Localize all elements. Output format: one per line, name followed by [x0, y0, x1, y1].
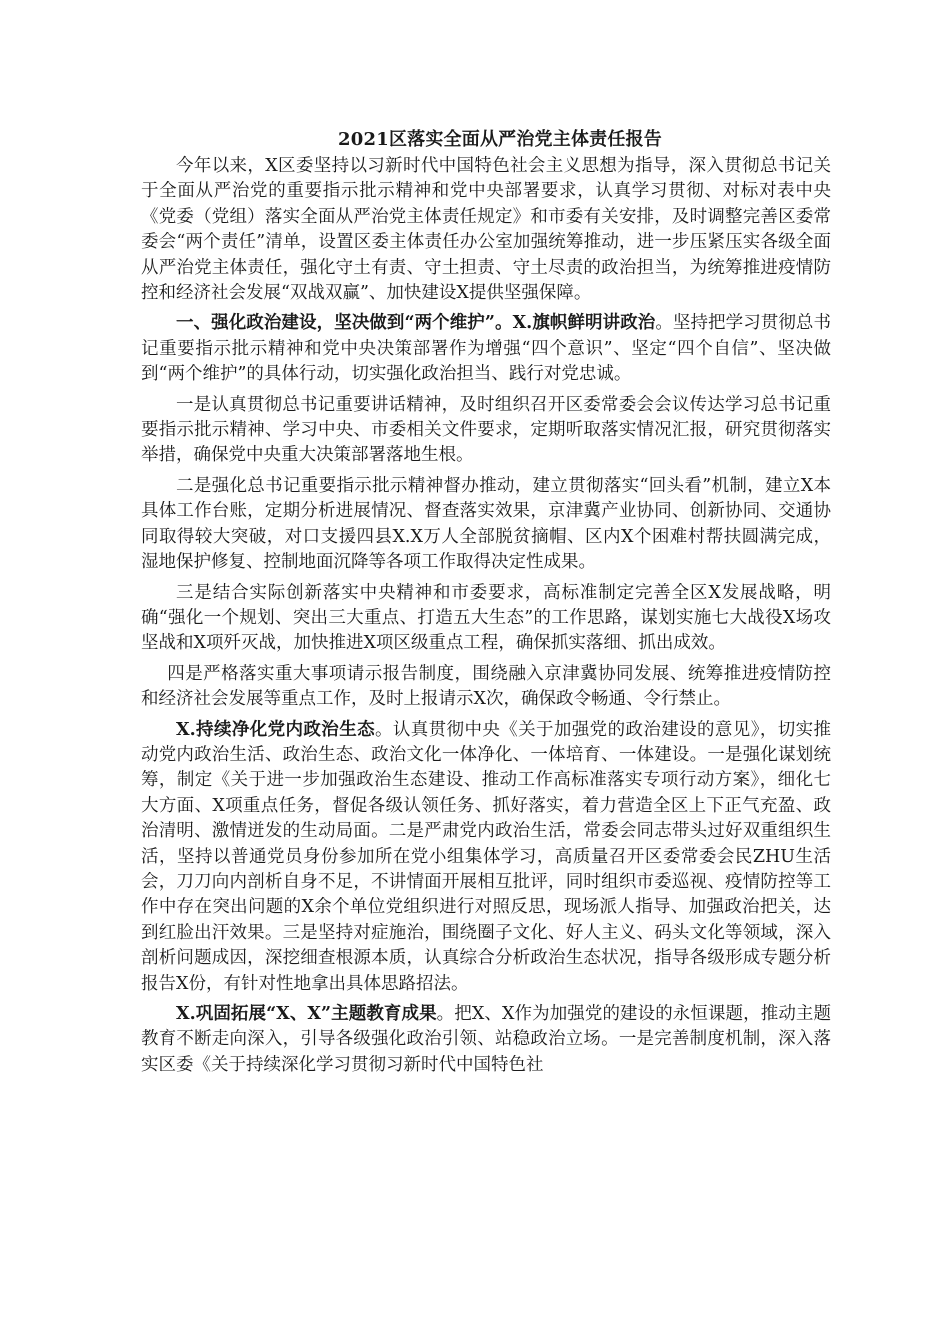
section-1-heading: 一、强化政治建设，坚决做到“两个维护”。X.旗帜鲜明讲政治	[176, 313, 656, 334]
intro-paragraph: 今年以来，X区委坚持以习新时代中国特色社会主义思想为指导，深入贯彻总书记关于全面从严治党的重要指示批示精神和党中央部署要求，认真学习贯彻、对标对表中央《党委（党组）落实全面从严治党主体责任规定》和市委有关安排，及时调整完善区委常委会“两个责任”清单，设置区委主体责任办公室加强统筹推动，进一步压紧压实各级全面从严治党主体责任，强化守土有责、守土担责、守土尽责的政治担当，为统筹推进疫情防控和经济社会发展“双战双赢”、加快建设X提供坚强保障。	[141, 156, 831, 304]
item-4-paragraph: 四是严格落实重大事项请示报告制度，围绕融入京津冀协同发展、统筹推进疫情防控和经济社会发展等重点工作，及时上报请示X次，确保政令畅通、令行禁止。	[141, 663, 831, 710]
item-2-paragraph: 二是强化总书记重要指示批示精神督办推动，建立贯彻落实“回头看”机制，建立X本具体工作台账，定期分析进展情况、督查落实效果，京津冀产业协同、创新协同、交通协同取得较大突破，对口支援四县X.X万人全部脱贫摘帽、区内X个困难村帮扶圆满完成，湿地保护修复、控制地面沉降等各项工作取得决定性成果。	[141, 475, 831, 573]
item-1-paragraph: 一是认真贯彻总书记重要讲话精神，及时组织召开区委常委会会议传达学习总书记重要指示批示精神、学习中央、市委相关文件要求，定期听取落实情况汇报，研究贯彻落实举措，确保党中央重大决策部署落地生根。	[141, 394, 831, 466]
section-3-paragraph	[141, 1002, 831, 1078]
section-3-heading: X.巩固拓展“X、X”主题教育成果	[176, 1004, 437, 1024]
section-2-heading: X.持续净化党内政治生态	[176, 719, 375, 740]
document-title: 2021区落实全面从严治党主体责任报告	[338, 129, 662, 150]
item-3-paragraph: 三是结合实际创新落实中央精神和市委要求，高标准制定完善全区X发展战略，明确“强化一个规划、突出三大重点、打造五大生态”的工作思路，谋划实施七大战役X场攻坚战和X项歼灭战，加快推进X项区级重点工程，确保抓实落细、抓出成效。	[141, 582, 831, 654]
section-3-text: 。把X、X作为加强党的建设的永恒课题，推动主题教育不断走向深入，引导各级强化政治引领、站稳政治立场。一是完善制度机制，深入落实区委《关于持续深化学习贯彻习新时代中国特色社	[141, 1004, 831, 1075]
section-1-paragraph	[141, 311, 831, 387]
document-page	[141, 126, 831, 1078]
section-2-paragraph	[141, 718, 831, 997]
section-2-text: 。认真贯彻中央《关于加强党的政治建设的意见》，切实推动党内政治生活、政治生态、政治文化一体净化、一体培育、一体建设。一是强化谋划统筹，制定《关于进一步加强政治生态建设、推动工作高标准落实专项行动方案》，细化七大方面、X项重点任务，督促各级认领任务、抓好落实，着力营造全区上下正气充盈、政治清明、激情迸发的生动局面。二是严肃党内政治生活，常委会同志带头过好双重组织生活，坚持以普通党员身份参加所在党小组集体学习，高质量召开区委常委会民ZHU生活会，刀刀向内剖析自身不足，不讲情面开展相互批评，同时组织市委巡视、疫情防控等工作中存在突出问题的X余个单位党组织进行对照反思，现场派人指导、加强政治把关，达到红脸出汗效果。三是坚持对症施治，围绕圈子文化、好人主义、码头文化等领域，深入剖析问题成因，深挖细查根源本质，认真综合分析政治生态状况，指导各级形成专题分析报告X份，有针对性地拿出具体思路招法。	[141, 719, 832, 994]
section-1-text: 。坚持把学习贯彻总书记重要指示批示精神和党中央决策部署作为增强“四个意识”、坚定“四个自信”、坚决做到“两个维护”的具体行动，切实强化政治担当、践行对党忠诚。	[141, 313, 831, 385]
